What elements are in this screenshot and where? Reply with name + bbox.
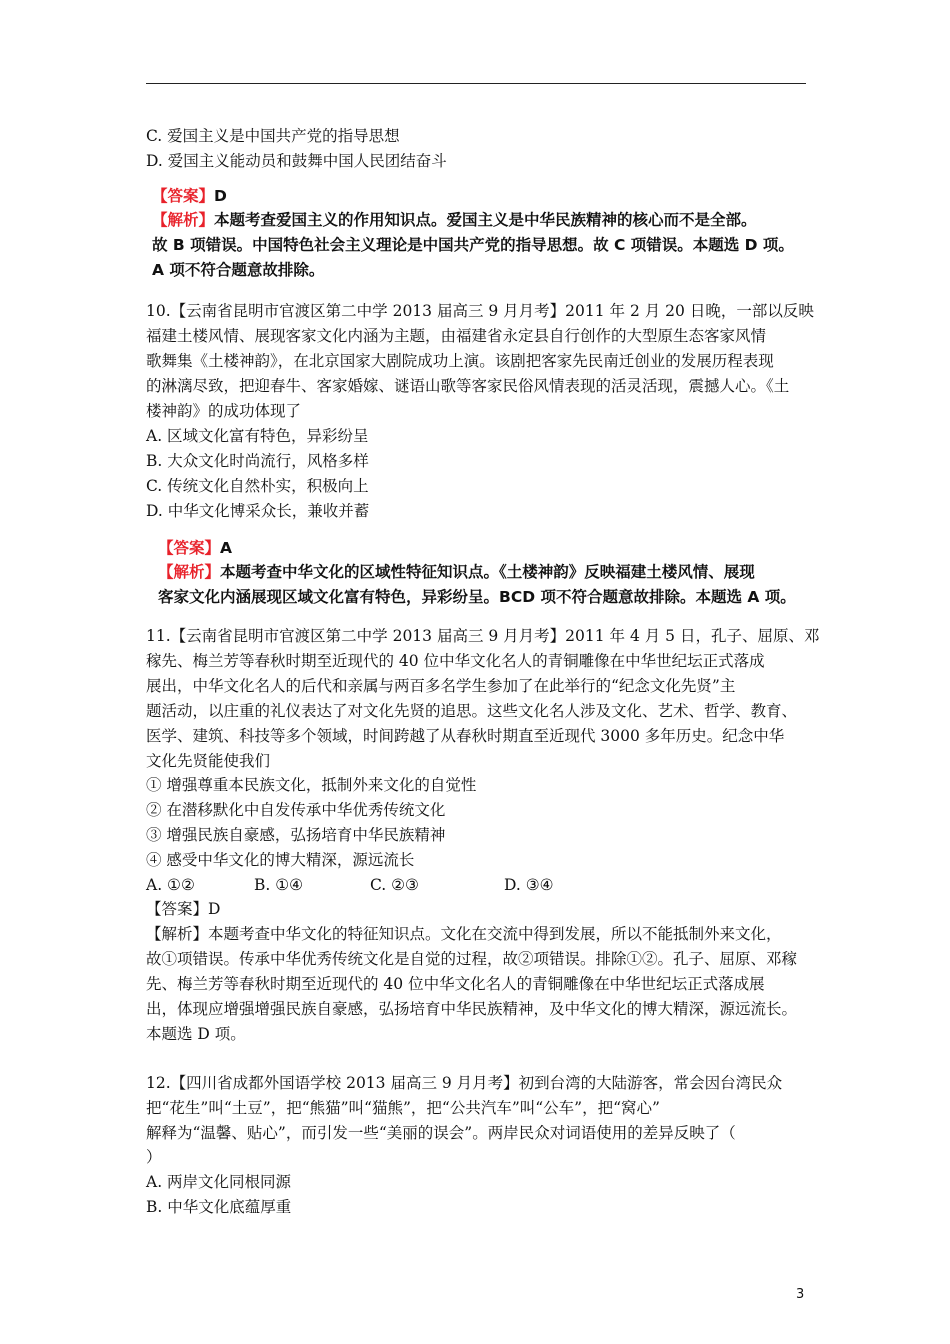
analysis-text: 本题考查中华文化的区域性特征知识点。《土楼神韵》反映福建土楼风情、展现 (220, 563, 755, 581)
answer-tag: 【答案】 (158, 539, 221, 557)
q10-stem-line-4: 的淋漓尽致，把迎春牛、客家婚嫁、谜语山歌等客家民俗风情表现的活灵活现，震撼人心。《土 (146, 377, 790, 395)
q9-answer (152, 184, 227, 208)
q11-answer (146, 897, 220, 921)
page-number: 3 (796, 1287, 805, 1302)
analysis-tag: 【解析】 (152, 211, 215, 229)
answer-value: A (220, 539, 233, 557)
q11-analysis-line-4: 出，体现应增强增强民族自豪感，弘扬培育中华民族精神，及中华文化的博大精深，源远流长。 (146, 1000, 798, 1018)
q10-option-c: C. 传统文化自然朴实，积极向上 (146, 477, 369, 495)
q12-option-a: A. 两岸文化同根同源 (146, 1173, 292, 1191)
q12-stem-line-3: 解释为“温馨、贴心”，而引发一些“美丽的误会”。两岸民众对词语使用的差异反映了（ (146, 1124, 736, 1142)
q11-analysis-line-2: 故①项错误。传承中华优秀传统文化是自觉的过程，故②项错误。排除①②。孔子、屈原、邓稼 (146, 950, 798, 968)
q11-choice-a: A. ①② (146, 876, 195, 894)
q11-item-1: ① 增强尊重本民族文化，抵制外来文化的自觉性 (146, 776, 477, 794)
q9-analysis-line-2: 故 B 项错误。中国特色社会主义理论是中国共产党的指导思想。故 C 项错误。本题选 D 项。 (152, 236, 794, 254)
q10-stem-line-1: 10.【云南省昆明市官渡区第二中学 2013 届高三 9 月月考】2011 年 2 月 20 日晚，一部以反映 (146, 302, 814, 320)
q11-item-3: ③ 增强民族自豪感，弘扬培育中华民族精神 (146, 826, 446, 844)
q11-analysis-line-3: 先、梅兰芳等春秋时期至近现代的 40 位中华文化名人的青铜雕像在中华世纪坛正式落成展 (146, 975, 765, 993)
q11-analysis-line-5: 本题选 D 项。 (146, 1025, 246, 1043)
q10-answer (158, 536, 232, 560)
q12-stem-line-1: 12.【四川省成都外国语学校 2013 届高三 9 月月考】初到台湾的大陆游客，常会因台湾民众 (146, 1074, 783, 1092)
q10-option-d: D. 中华文化博采众长，兼收并蓄 (146, 502, 370, 520)
q9-option-c: C. 爱国主义是中国共产党的指导思想 (146, 127, 400, 145)
q11-choice-b: B. ①④ (254, 876, 304, 894)
q11-item-4: ④ 感受中华文化的博大精深，源远流长 (146, 851, 415, 869)
q10-stem-line-3: 歌舞集《土楼神韵》，在北京国家大剧院成功上演。该剧把客家先民南迁创业的发展历程表现 (146, 352, 774, 370)
q11-stem-line-5: 医学、建筑、科技等多个领域，时间跨越了从春秋时期直至近现代 3000 多年历史。纪念中华 (146, 727, 785, 745)
q11-choices (146, 873, 554, 897)
q9-analysis-line-3: A 项不符合题意故排除。 (152, 261, 325, 279)
q11-stem-line-2: 稼先、梅兰芳等春秋时期至近现代的 40 位中华文化名人的青铜雕像在中华世纪坛正式落成 (146, 652, 765, 670)
q12-option-b: B. 中华文化底蕴厚重 (146, 1198, 292, 1216)
analysis-text: 本题考查爱国主义的作用知识点。爱国主义是中华民族精神的核心而不是全部。 (214, 211, 757, 229)
q11-item-2: ② 在潜移默化中自发传承中华优秀传统文化 (146, 801, 446, 819)
header-rule (146, 83, 806, 84)
answer-tag: 【答案】 (146, 900, 209, 918)
q11-stem-line-6: 文化先贤能使我们 (146, 752, 271, 770)
q9-option-d: D. 爱国主义能动员和鼓舞中国人民团结奋斗 (146, 152, 447, 170)
q10-analysis-line-1 (158, 560, 755, 584)
q10-stem-line-5: 楼神韵》的成功体现了 (146, 402, 302, 420)
q12-stem-line-2: 把“花生”叫“土豆”，把“熊猫”叫“猫熊”，把“公共汽车”叫“公车”，把“窝心” (146, 1099, 660, 1117)
q9-analysis-line-1 (152, 208, 757, 232)
q11-analysis-line-1 (146, 922, 782, 946)
q11-stem-line-3: 展出，中华文化名人的后代和亲属与两百多名学生参加了在此举行的“纪念文化先贤”主 (146, 677, 736, 695)
q10-analysis-line-2: 客家文化内涵展现区域文化富有特色，异彩纷呈。BCD 项不符合题意故排除。本题选 A 项。 (158, 588, 796, 606)
q12-stem-line-4: ） (146, 1148, 162, 1166)
q10-option-a: A. 区域文化富有特色，异彩纷呈 (146, 427, 369, 445)
analysis-tag: 【解析】 (158, 563, 221, 581)
answer-value: D (214, 187, 227, 205)
q10-stem-line-2: 福建土楼风情、展现客家文化内涵为主题，由福建省永定县自行创作的大型原生态客家风情 (146, 327, 767, 345)
q11-choice-c: C. ②③ (370, 876, 419, 894)
answer-tag: 【答案】 (152, 187, 215, 205)
analysis-tag: 【解析】 (146, 925, 209, 943)
q11-stem-line-4: 题活动，以庄重的礼仪表达了对文化先贤的追思。这些文化名人涉及文化、艺术、哲学、教育、 (146, 702, 798, 720)
q10-option-b: B. 大众文化时尚流行，风格多样 (146, 452, 369, 470)
q11-stem-line-1: 11.【云南省昆明市官渡区第二中学 2013 届高三 9 月月考】2011 年 4 月 5 日，孔子、屈原、邓 (146, 627, 820, 645)
analysis-text: 本题考查中华文化的特征知识点。文化在交流中得到发展，所以不能抵制外来文化， (208, 925, 782, 943)
q11-choice-d: D. ③④ (504, 876, 554, 894)
answer-value: D (208, 900, 221, 918)
